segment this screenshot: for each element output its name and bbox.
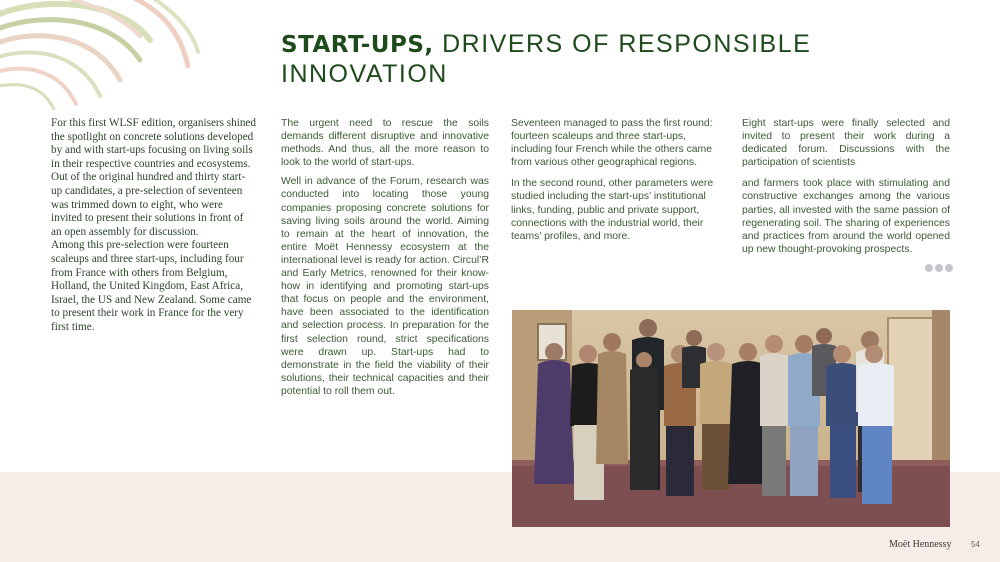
col4-paragraph-2: and farmers took place with stimulating and constructive exchanges among the various parties, all invested with the same passion of regenerating soil. The sharing of experiences and practices from around the world opened up new thought-provoking prospects. <box>742 178 950 255</box>
intro-paragraph-2: Among this pre-selection were fourteen scaleups and three start-ups, including four from France with others from Belgium, Holland, the United Kingdom, East Africa, Israel, the US and New Zealand. Some came to present their work in France for the very first time. <box>51 239 252 333</box>
body-column-3 <box>511 117 719 249</box>
footer-brand-logo: Moët Hennessy <box>889 539 952 550</box>
col3-paragraph-1: Seventeen managed to pass the first round: fourteen scaleups and three start-ups, including four French while the others came from various other geographical regions. <box>511 118 713 169</box>
body-column-4 <box>742 117 950 262</box>
page-title <box>281 30 841 89</box>
col2-paragraph-2: Well in advance of the Forum, research was conducted into locating those young companies proposing concrete solutions for saving living soils around the world. Aiming to remain at the heart of innovation, the entire Moët Hennessy ecosystem at the international level is ready for action. Circul’R and Early Metrics, renowned for their know-how in identifying and promoting start-ups that focus on people and the environment, have been associated to the identification and selection process. In preparation for the first selection round, strict specifications were drawn up. Start-ups had to demonstrate in the field the viability of their solutions, their technical capacities and their potential to roll them out. <box>281 176 489 397</box>
page-number: 54 <box>971 540 980 549</box>
intro-column <box>51 117 256 335</box>
group-photo <box>512 310 950 527</box>
title-light: DRIVERS OF RESPONSIBLE INNOVATION <box>281 30 812 88</box>
swirl-decoration <box>0 0 200 110</box>
col2-paragraph-1: The urgent need to rescue the soils demands different disruptive and innovative methods. And thus, all the more reason to look to the world of start-ups. <box>281 118 489 169</box>
col4-paragraph-1: Eight start-ups were finally selected and invited to present their work during a dedicated forum. Discussions with the participation of scientists <box>742 118 950 169</box>
ellipsis-dots-icon <box>925 264 953 272</box>
col3-paragraph-2: In the second round, other parameters were studied including the start-ups’ institutional links, funding, public and private support, connections with the industrial world, their teams’ profiles, and more. <box>511 178 714 242</box>
body-column-2 <box>281 117 489 404</box>
title-bold: START-UPS, <box>281 32 434 58</box>
intro-paragraph-1: For this first WLSF edition, organisers shined the spotlight on concrete solutions developed by and with start-ups focusing on living soils in their respective countries and ecosystems. Out of the original hundred and thirty start-up candidates, a pre-selection of seventeen was trimmed down to eight, who were invited to present their solutions in front of an open assembly for discussion. <box>51 117 256 238</box>
